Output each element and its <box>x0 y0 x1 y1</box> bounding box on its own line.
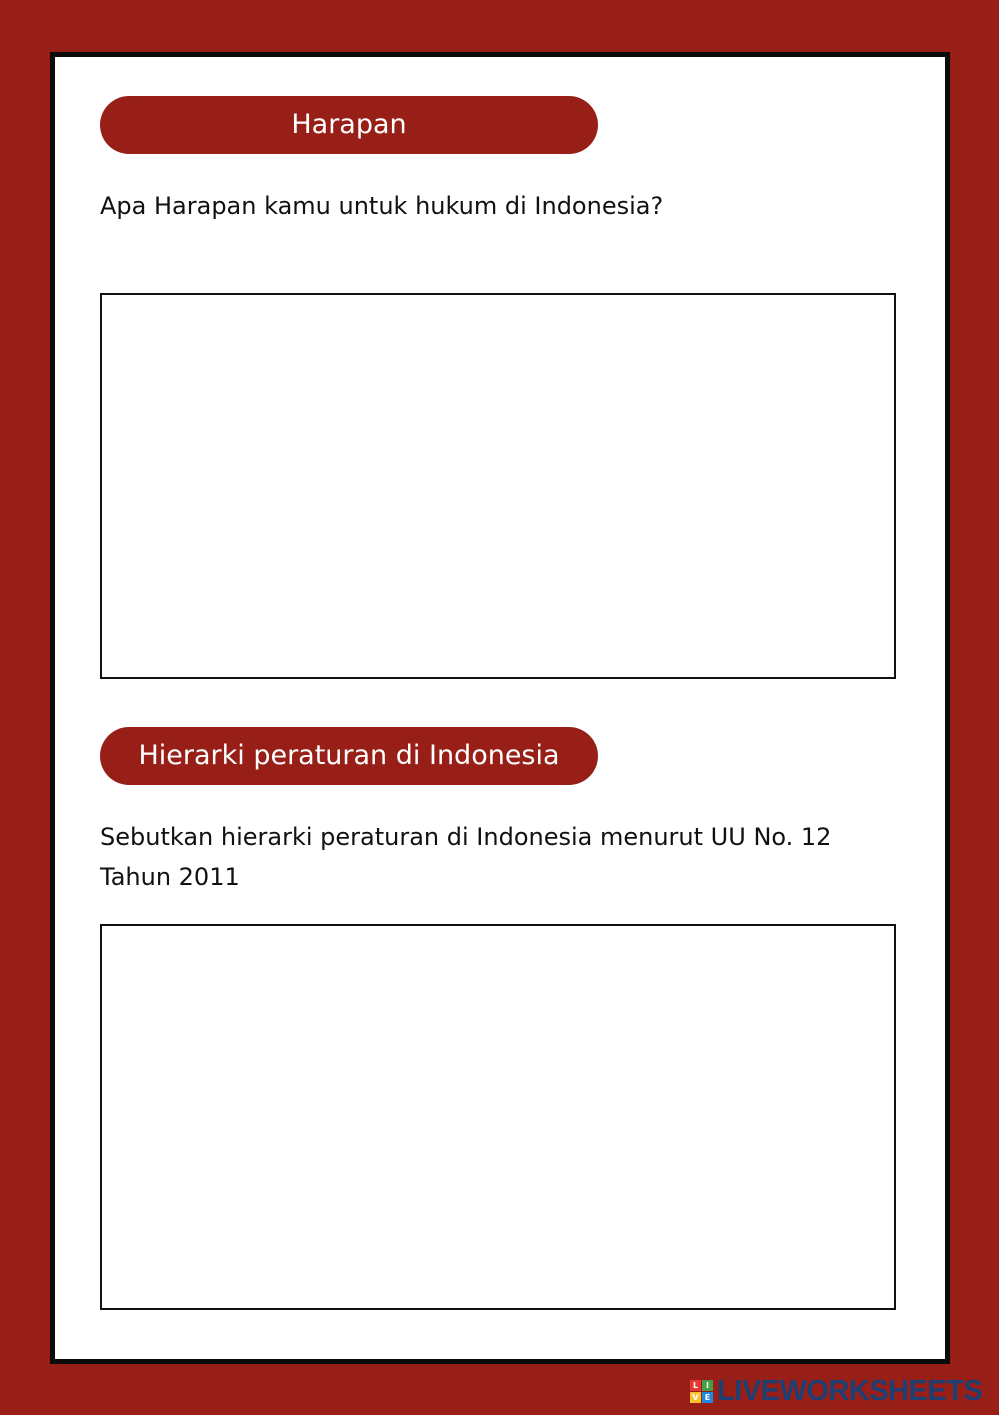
question-hierarki: Sebutkan hierarki peraturan di Indonesia menurut UU No. 12 Tahun 2011 <box>100 823 832 891</box>
logo-letter-e: E <box>702 1392 713 1403</box>
liveworksheets-watermark <box>690 1374 982 1408</box>
worksheet-page <box>50 52 950 1364</box>
answer-box-hierarki[interactable] <box>100 924 896 1310</box>
logo-letter-i: I <box>702 1380 713 1391</box>
section-header-hierarki: Hierarki peraturan di Indonesia <box>100 727 598 785</box>
question-harapan: Apa Harapan kamu untuk hukum di Indonesia? <box>100 192 664 220</box>
section-header-harapan: Harapan <box>100 96 598 154</box>
answer-box-harapan[interactable] <box>100 293 896 679</box>
watermark-text: LIVEWORKSHEETS <box>717 1374 983 1407</box>
logo-letter-v: V <box>690 1392 701 1403</box>
logo-letter-l: L <box>690 1380 701 1391</box>
liveworksheets-logo-icon <box>690 1380 713 1403</box>
